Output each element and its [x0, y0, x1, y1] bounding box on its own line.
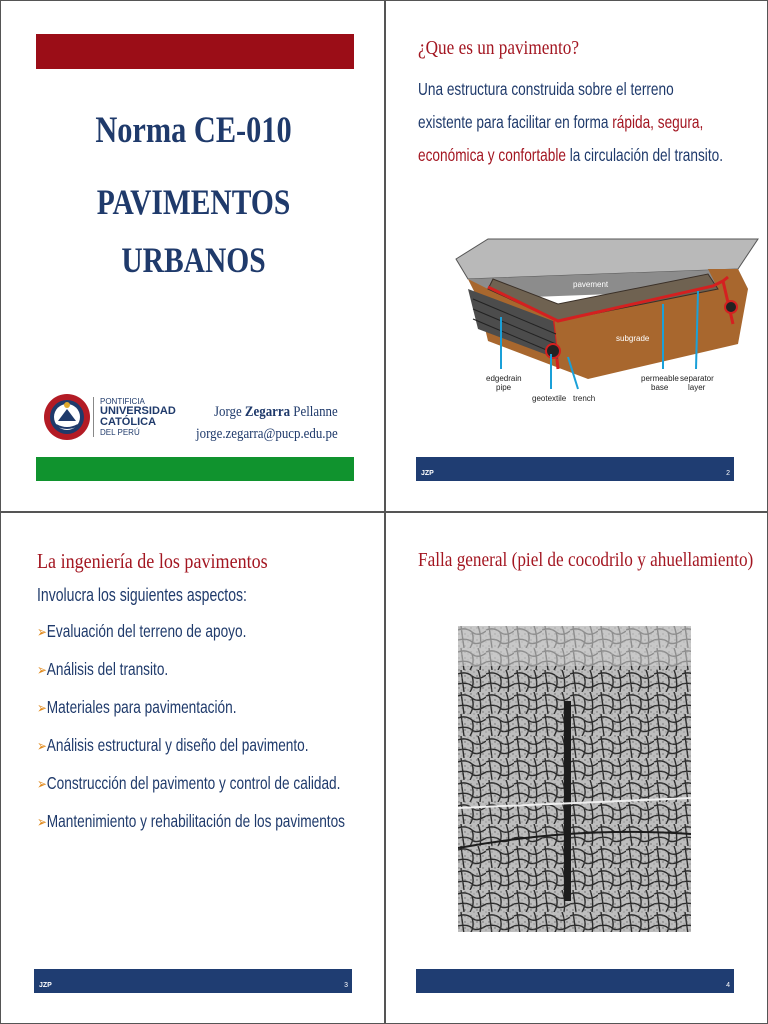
list-item	[37, 811, 345, 849]
list-item-text: Análisis del transito.	[46, 659, 169, 679]
author-first: Jorge	[214, 404, 242, 420]
body-text-a: Una estructura construida sobre el terreno existente para facilitar en forma	[418, 79, 674, 132]
slide4-footer	[416, 969, 734, 993]
slide-4	[385, 512, 768, 1024]
pavement-cross-section-diagram	[448, 229, 768, 413]
slide-2	[385, 0, 768, 512]
footer-page-number: 3	[344, 982, 348, 989]
bullet-arrow-icon: ➢	[37, 662, 47, 679]
body-text-highlight: rápida, segura, económica y confortable	[418, 112, 704, 165]
bullet-arrow-icon: ➢	[37, 814, 47, 831]
list-item-text: Análisis estructural y diseño del pavimento.	[46, 735, 309, 755]
footer-initials: JZP	[39, 982, 52, 989]
university-logo-text	[93, 397, 176, 437]
slide-3	[0, 512, 385, 1024]
footer-page-number: 2	[726, 470, 730, 477]
diagram-label-separator: separator	[680, 374, 714, 383]
logo-line4: DEL PERÚ	[100, 428, 140, 437]
body-text-b: la circulación del transito.	[565, 145, 724, 165]
diagram-label-edgedrain: edgedrain	[486, 374, 522, 383]
list-item-text: Mantenimiento y rehabilitación de los pavimentos	[46, 811, 346, 831]
author-last: Pellanne	[293, 404, 338, 420]
slide3-heading: La ingeniería de los pavimentos	[37, 549, 268, 573]
logo-line1: PONTIFICIA	[100, 397, 145, 406]
bullet-arrow-icon: ➢	[37, 700, 47, 717]
list-item	[37, 659, 345, 697]
slide3-footer	[34, 969, 352, 993]
list-item-text: Evaluación del terreno de apoyo.	[46, 621, 247, 641]
logo-line2: UNIVERSIDAD	[100, 405, 176, 417]
diagram-label-subgrade: subgrade	[616, 334, 650, 343]
list-item	[37, 773, 345, 811]
slide1-title-line1: Norma CE-010	[95, 110, 292, 151]
footer-initials: JZP	[421, 470, 434, 477]
diagram-label-geotextile: geotextile	[532, 394, 567, 403]
slide2-heading: ¿Que es un pavimento?	[418, 37, 579, 59]
bottom-bar-green	[36, 457, 354, 481]
author-email[interactable]: jorge.zegarra@pucp.edu.pe	[196, 426, 338, 442]
list-item	[37, 735, 345, 773]
slide4-heading: Falla general (piel de cocodrilo y ahuellamiento)	[418, 549, 754, 571]
author-block	[196, 401, 338, 445]
footer-page-number: 4	[726, 982, 730, 989]
bullet-arrow-icon: ➢	[37, 738, 47, 755]
slide-1	[0, 0, 385, 512]
bullet-arrow-icon: ➢	[37, 624, 47, 641]
slide1-title-line3: URBANOS	[121, 240, 266, 280]
slide3-subheading: Involucra los siguientes aspectos:	[37, 585, 247, 605]
list-item	[37, 697, 345, 735]
diagram-label-pipe: pipe	[496, 383, 512, 392]
slide2-footer	[416, 457, 734, 481]
slide1-title-line2: PAVIMENTOS	[96, 182, 291, 222]
logo-line3: CATÓLICA	[100, 416, 157, 428]
slide2-body	[418, 73, 730, 172]
author-bold: Zegarra	[245, 404, 291, 420]
bullet-arrow-icon: ➢	[37, 776, 47, 793]
cracked-pavement-photo	[458, 626, 691, 932]
title-bar-red	[36, 34, 354, 69]
list-item-text: Construcción del pavimento y control de calidad.	[46, 773, 341, 793]
diagram-label-base: base	[651, 383, 669, 392]
list-item	[37, 621, 345, 659]
aspects-list	[37, 621, 385, 849]
diagram-label-trench: trench	[573, 394, 596, 403]
list-item-text: Materiales para pavimentación.	[46, 697, 237, 717]
diagram-label-permeable: permeable	[641, 374, 679, 383]
diagram-label-layer: layer	[688, 383, 706, 392]
diagram-label-pavement: pavement	[573, 280, 609, 289]
